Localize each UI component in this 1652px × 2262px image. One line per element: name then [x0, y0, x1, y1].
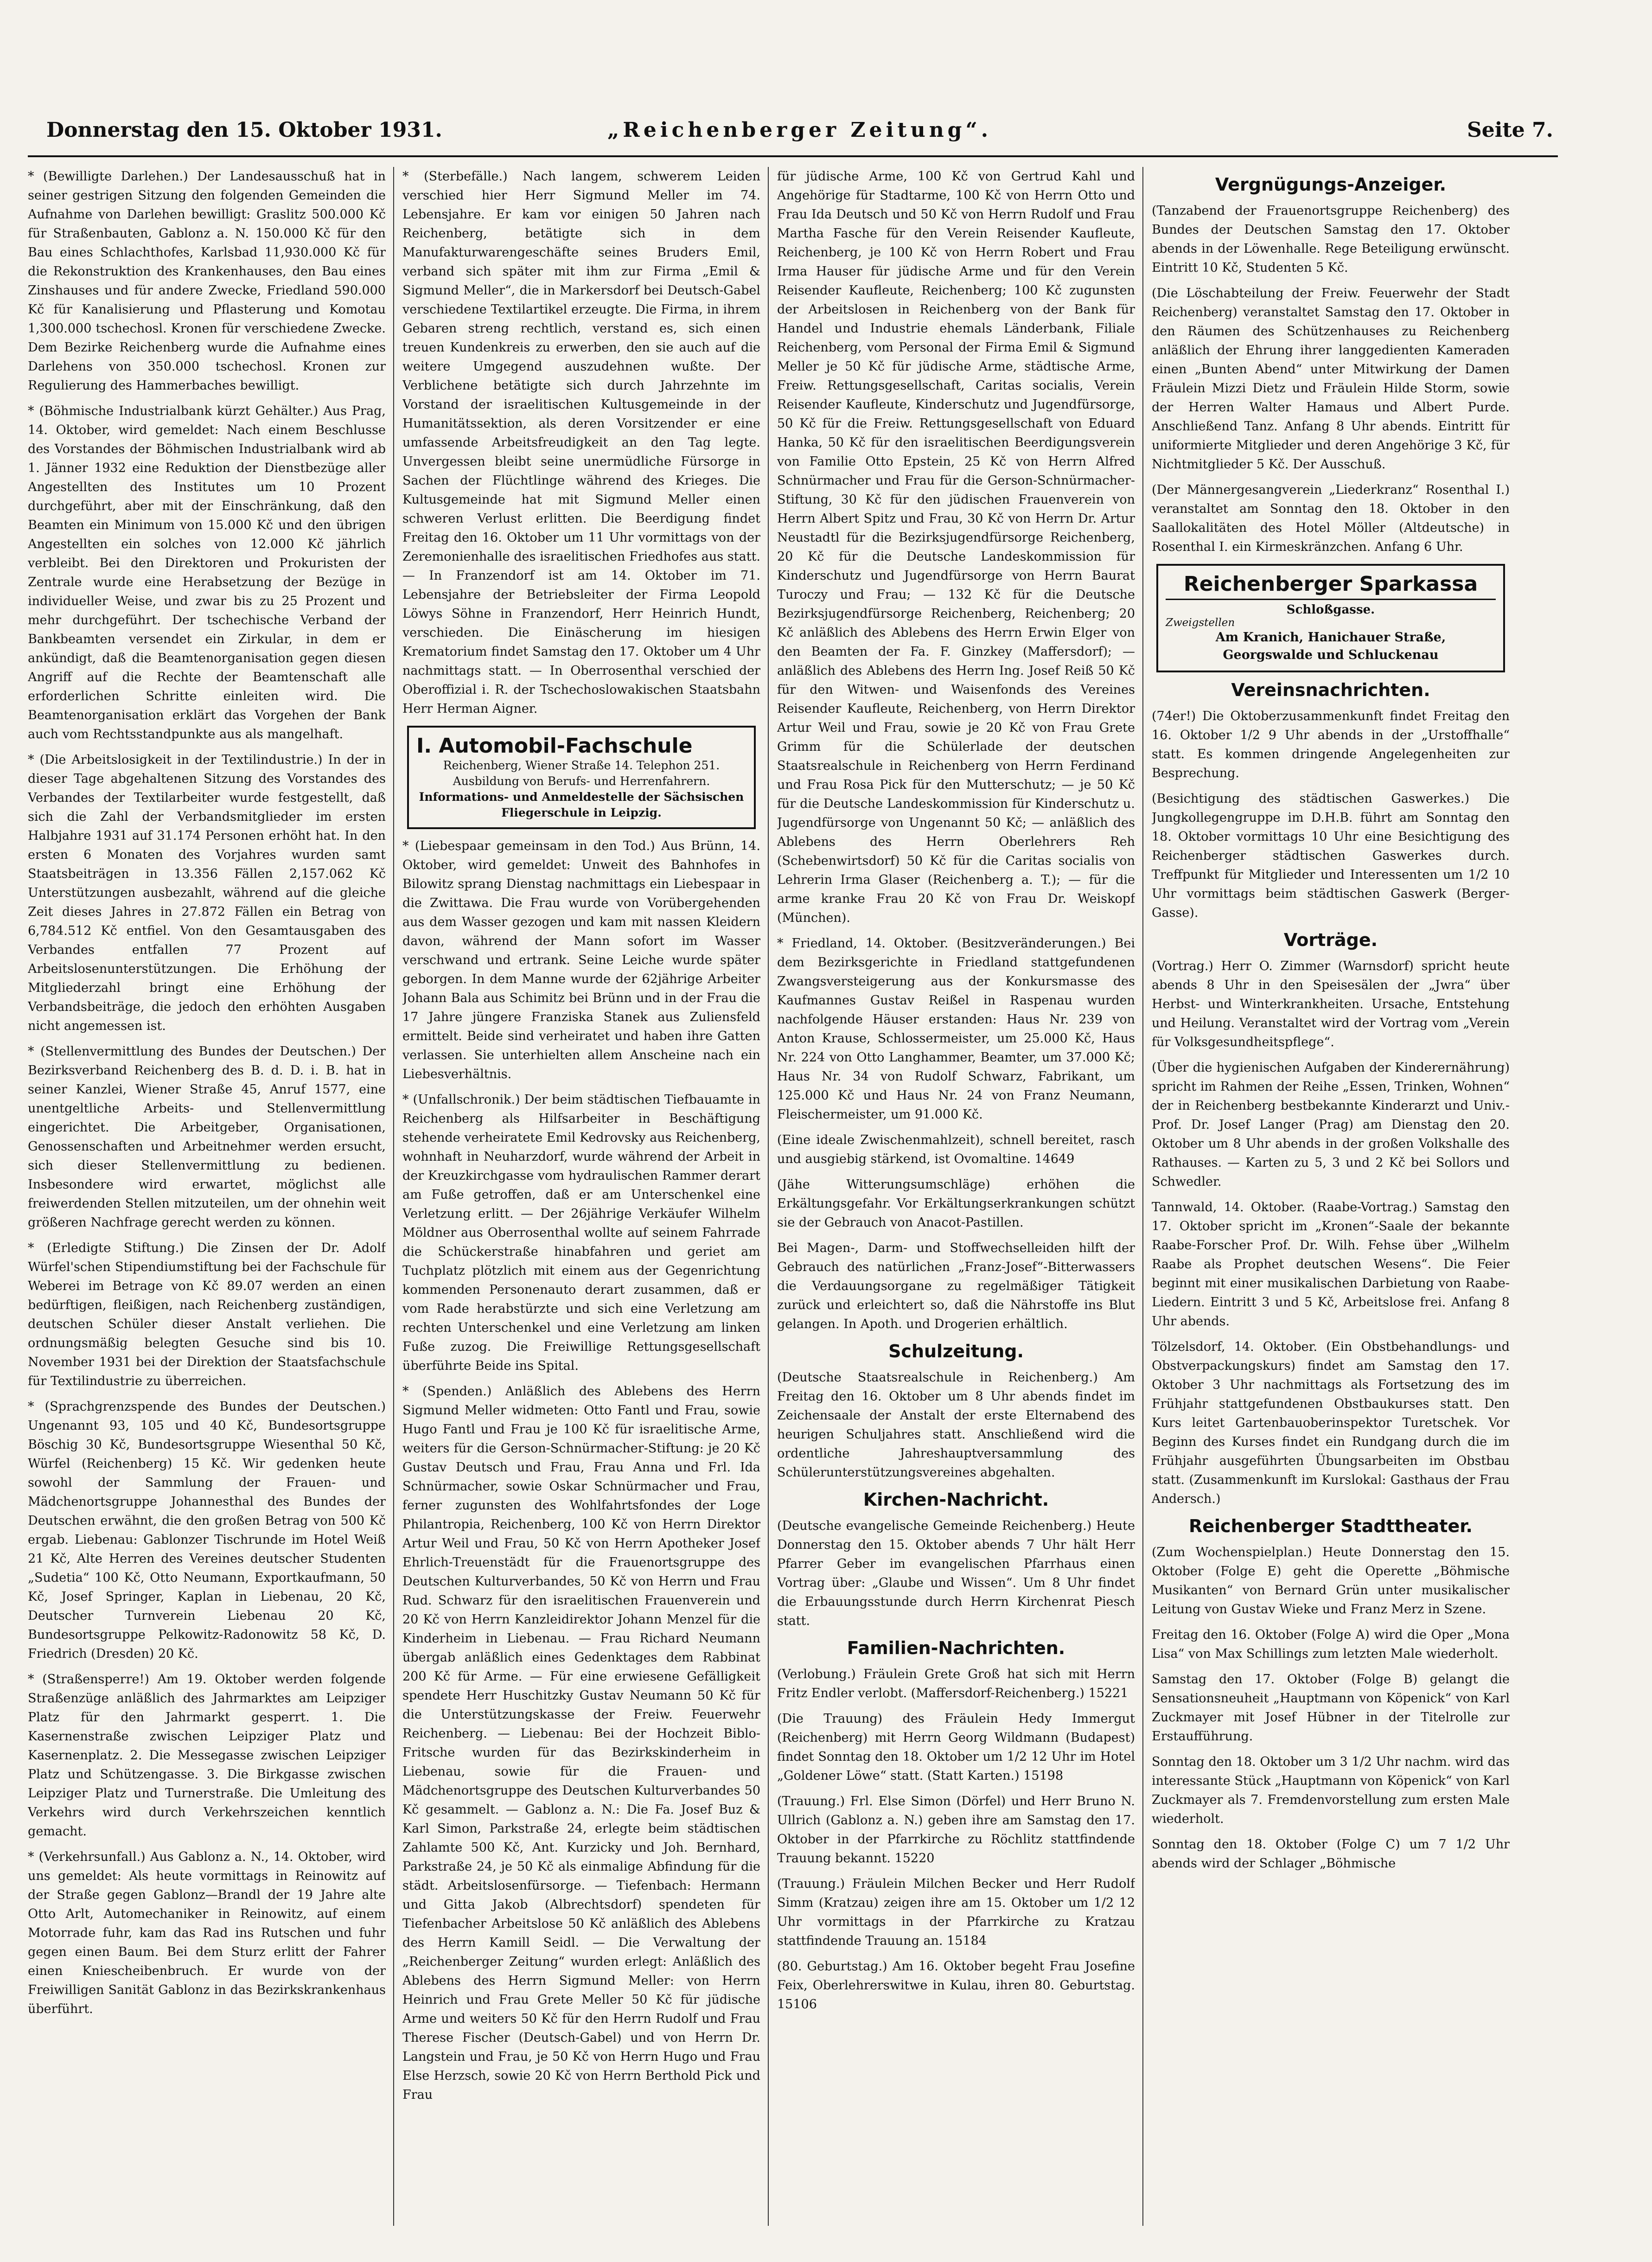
ad-address: Reichenberg, Wiener Straße 14. Telephon 251. [443, 759, 720, 772]
newspaper-title: „Reichenberger Zeitung“. [607, 118, 992, 142]
section-heading-familien: Familien-Nachrichten. [847, 1638, 1065, 1658]
article: (Über die hygienischen Aufgaben der Kinderernährung) spricht im Rahmen der Reihe „Essen, Trinken, Wohnen“ der in Reichenberg bestbekannte Kinderarzt und Univ.-Prof. Dr. Josef Langer (Prag) am Dienstag den 20. Oktober um 8 Uhr abends in der großen Volkshalle des Rathauses. — Karten zu 5, 3 und 2 Kč bei Sollors und Schwedler. [1152, 1061, 1510, 1189]
advertisement-sparkassa [1156, 564, 1505, 672]
ad-subtitle: Ausbildung von Berufs- und Herrenfahrern. [453, 774, 710, 788]
section-heading-schulzeitung: Schulzeitung. [888, 1341, 1024, 1361]
article: (Zum Wochenspielplan.) Heute Donnerstag den 15. Oktober (Folge E) geht die Operette „Böhmische Musikanten“ von Bernard Grün unter musikalischer Leitung von Gustav Wieke und Franz Merz in Szene. [1152, 1545, 1510, 1617]
article: (Deutsche Staatsrealschule in Reichenberg.) Am Freitag den 16. Oktober um 8 Uhr abends findet im Zeichensaale der Anstalt der erste Elternabend des heurigen Schuljahres statt. Anschließend wird die ordentliche Jahreshauptversammlung des Schülerunterstützungsvereines abgehalten. [777, 1370, 1135, 1480]
column-divider [768, 167, 769, 2226]
article: Samstag den 17. Oktober (Folge B) gelangt die Sensationsneuheit „Hauptmann von Köpenick“ von Karl Zuckmayer mit Josef Hübner in der Titelrolle zur Erstaufführung. [1152, 1672, 1510, 1744]
article: Tannwald, 14. Oktober. (Raabe-Vortrag.) Samstag den 17. Oktober spricht im „Kronen“-Saale der bekannte Raabe-Forscher Prof. Dr. Wilh. Fehse über „Wilhelm Raabe als Prophet deutschen Wesens“. Die Feier beginnt mit einer musikalischen Darbietung von Raabe-Liedern. Eintritt 3 und 5 Kč, Arbeitslose frei. Anfang 8 Uhr abends. [1152, 1200, 1510, 1329]
article: (Vortrag.) Herr O. Zimmer (Warnsdorf) spricht heute abends 8 Uhr in den Speisesälen der „Jwra“ über Herbst- und Winterkrankheiten. Ursache, Entstehung und Heilung. Veranstaltet wird der Vortrag vom „Verein für Volksgesundheitspflege“. [1152, 959, 1510, 1049]
family-notice: (80. Geburtstag.) Am 16. Oktober begeht Frau Josefine Feix, Oberlehrerswitwe in Kulau, ihren 80. Geburtstag. 15106 [777, 1959, 1135, 2012]
notice: (Eine ideale Zwischenmahlzeit), schnell bereitet, rasch und ausgiebig stärkend, ist Ovomaltine. 14649 [777, 1133, 1135, 1166]
article: * (Spenden.) Anläßlich des Ablebens des Herrn Sigmund Meller widmeten: Otto Fantl und Frau, sowie Hugo Fantl und Frau je 100 Kč für israelitische Arme, weiters für die Gerson-Schnürmacher-Stiftung: je 20 Kč Gustav Deutsch und Frau, Frau Anna und Frl. Ida Schnürmacher, sowie Oskar Schnürmacher und Frau, ferner zugunsten des Wohlfahrtsfondes der Loge Philantropia, Reichenberg, 100 Kč von Herrn Direktor Artur Weil und Frau, 50 Kč von Herrn Apotheker Josef Ehrlich-Treuenstädt für die Frauenortsgruppe des Deutschen Kulturverbandes, 50 Kč von Herrn und Frau Rud. Schwarz für den israelitischen Frauenverein und 20 Kč von Herrn Kanzleidirektor Johann Menzel für die Kinderheim in Liebenau. — Frau Richard Neumann übergab anläßlich eines Gedenktages dem Rabbinat 200 Kč für Arme. — Für eine erwiesene Gefälligkeit spendete Herr Huschitzky Gustav Neumann 50 Kč für die Unterstützungskasse der Freiw. Feuerwehr Reichenberg. — Liebenau: Bei der Hochzeit Biblo-Fritsche wurden für das Bezirkskinderheim in Liebenau, sowie für die Frauen- und Mädchenortsgruppe des Deutschen Kulturverbandes 50 Kč gesammelt. — Gablonz a. N.: Die Fa. Josef Buz & Karl Simon, Parkstraße 24, erlegte beim städtischen Zahlamte 500 Kč, Ant. Kurzicky und Joh. Bernhard, Parkstraße 24, je 50 Kč als einmalige Abfindung für die städt. Arbeitslosenfürsorge. — Tiefenbach: Hermann und Gitta Jakob (Albrechtsdorf) spendeten für Tiefenbacher Arbeitslose 50 Kč anläßlich des Ablebens des Herrn Kamill Seidl. — Die Verwaltung der „Reichenberger Zeitung“ wurden erlegt: Anläßlich des Ablebens des Herrn Sigmund Meller: von Herrn Heinrich und Frau Grete Meller 50 Kč für jüdische Arme und weiters 50 Kč für den Herrn Rudolf und Frau Therese Fischer (Deutsch-Gabel) und von Herrn Dr. Langstein und Frau, je 50 Kč von Herrn Hugo und Frau Else Herzsch, sowie 20 Kč von Herrn Berthold Pick und Frau [402, 1384, 760, 2102]
article: * (Verkehrsunfall.) Aus Gablonz a. N., 14. Oktober, wird uns gemeldet: Als heute vormittags in Reinowitz auf der Straße gegen Gablonz—Brandl der 19 Jahre alte Otto Arlt, Automechaniker in Reinowitz, auf einem Motorrade fuhr, kam das Rad ins Rutschen und fuhr gegen einen Baum. Bei dem Sturz erlitt der Fahrer einen Kniescheibenbruch. Er wurde von der Freiwilligen Sanität Gablonz in das Bezirkskrankenhaus überführt. [28, 1850, 386, 2016]
column-1 [28, 167, 386, 2226]
article: Sonntag den 18. Oktober (Folge C) um 7 1/2 Uhr abends wird der Schlager „Böhmische [1152, 1837, 1510, 1871]
article: (Besichtigung des städtischen Gaswerkes.) Die Jungkollegengruppe im D.H.B. führt am Sonntag den 18. Oktober vormittags 10 Uhr eine Besichtigung des Reichenberger städtischen Gaswerkes durch. Treffpunkt für Mitglieder und Interessenten um 1/2 10 Uhr vormittags beim städtischen Gaswerk (Berger-Gasse). [1152, 792, 1510, 920]
article: * (Sterbefälle.) Nach langem, schwerem Leiden verschied hier Herr Sigmund Meller im 74. Lebensjahre. Er kam vor einigen 50 Jahren nach Reichenberg, betätigte sich in dem Manufakturwarengeschäfte seines Bruders Emil, verband sich später mit ihm zur Firma „Emil & Sigmund Meller“, die in Markersdorf bei Deutsch-Gabel verschiedene Textilartikel erzeugte. Die Firma, in ihrem Gebaren streng rechtlich, verstand es, sich einen treuen Kundenkreis zu erwerben, den sie auch auf die weitere Umgegend auszudehnen wußte. Der Verblichene betätigte sich durch Jahrzehnte im Vorstand der israelitischen Kultusgemeinde in der Humanitätssektion, als deren Vorsitzender er eine umfassende Arbeitsfreudigkeit an den Tag legte. Unvergessen bleibt seine unermüdliche Fürsorge in Sachen der Flüchtlinge während des Krieges. Die Kultusgemeinde hat mit Sigmund Meller einen schweren Verlust erlitten. Die Beerdigung findet Freitag den 16. Oktober um 11 Uhr vormittags von der Zeremonienhalle des israelitischen Friedhofes aus statt. — In Franzendorf ist am 14. Oktober im 71. Lebensjahre der Betriebsleiter der Firma Leopold Löwys Söhne in Franzendorf, Herr Heinrich Hundt, verschieden. Die Einäscherung im hiesigen Krematorium findet Samstag den 17. Oktober um 4 Uhr nachmittags statt. — In Oberrosenthal verschied der Oberoffizial i. R. der Tschechoslowakischen Staatsbahn Herr Herman Aigner. [402, 169, 760, 716]
masthead-rule [28, 155, 1558, 157]
article: * (Erledigte Stiftung.) Die Zinsen der Dr. Adolf Würfel'schen Stipendiumstiftung bei der Fachschule für Weberei im Betrage von Kč 89.07 werden an einen bedürftigen, fleißigen, nach Reichenberg zuständigen, deutschen Schüler dieser Anstalt verliehen. Die ordnungsmäßig belegten Gesuche sind bis 10. November 1931 bei der Direktion der Staatsfachschule für Textilindustrie zu überreichen. [28, 1241, 386, 1388]
article: (Tanzabend der Frauenortsgruppe Reichenberg) des Bundes der Deutschen Samstag den 17. Oktober abends in der Löwenhalle. Rege Beteiligung erwünscht. Eintritt 10 Kč, Studenten 5 Kč. [1152, 204, 1510, 275]
article: Tölzelsdorf, 14. Oktober. (Ein Obstbehandlungs- und Obstverpackungskurs) findet am Samstag den 17. Oktober 3 Uhr nachmittags als Fortsetzung des im Frühjahr stattgefundenen Obstbaukurses statt. Den Kurs leitet Gartenbauoberinspektor Turetschek. Vor Beginn des Kurses findet ein Rundgang durch die im Frühjahr ausgeführten Übungsarbeiten im Obstbau statt. (Zusammenkunft im Kurslokal: Gasthaus der Frau Andersch.) [1152, 1340, 1510, 1506]
article: * (Liebespaar gemeinsam in den Tod.) Aus Brünn, 14. Oktober, wird gemeldet: Unweit des Bahnhofes in Bilowitz sprang Dienstag nachmittags ein Liebespaar in die Zwittawa. Die Frau wurde von Vorübergehenden aus dem Wasser gezogen und kam mit nassen Kleidern davon, während der Mann sofort im Wasser verschwand und ertrank. Seine Leiche wurde später geborgen. In dem Manne wurde der 62jährige Arbeiter Johann Bala aus Schimitz bei Brünn und in der Frau die 17 Jahre jüngere Franziska Stanek aus Zuliensfeld ermittelt. Beide sind verheiratet und haben ihre Gatten verlassen. Sie unterhielten allem Anscheine nach ein Liebesverhältnis. [402, 839, 760, 1081]
ad-title: I. Automobil-Fachschule [416, 734, 693, 758]
page-number: Seite 7. [1467, 118, 1553, 142]
article: (Die Löschabteilung der Freiw. Feuerwehr der Stadt Reichenberg) veranstaltet Samstag den 17. Oktober in den Räumen des Schützenhauses zu Reichenberg anläßlich der Ehrung ihrer langgedienten Kameraden einen „Bunten Abend“ unter Mitwirkung der Damen Fräulein Mizzi Dietz und Fräulein Hilde Storm, sowie der Herren Walter Hamaus und Albert Purde. Anschließend Tanz. Anfang 8 Uhr abends. Eintritt für uniformierte Mitglieder und deren Angehörige 3 Kč, für Nichtmitglieder 5 Kč. Der Ausschuß. [1152, 286, 1510, 472]
article: für jüdische Arme, 100 Kč von Gertrud Kahl und Angehörige für Stadtarme, 100 Kč von Herrn Otto und Frau Ida Deutsch und 50 Kč von Herrn Rudolf und Frau Martha Fasche für den Verein Reisender Kaufleute, Reichenberg, je 100 Kč von Herrn Robert und Frau Irma Hauser für jüdische Arme und für den Verein Reisender Kaufleute, Reichenberg; 100 Kč zugunsten der Arbeitslosen in Reichenberg von der Bank für Handel und Industrie ehemals Länderbank, Filiale Reichenberg, vom Personal der Firma Emil & Sigmund Meller je 50 Kč für jüdische Arme, städtische Arme, Freiw. Rettungsgesellschaft, Caritas socialis, Verein Reisender Kaufleute, Kinderschutz und Jugendfürsorge, 50 Kč für die Freiw. Rettungsgesellschaft von Eduard Hanka, 50 Kč für den israelitischen Beerdigungsverein von Familie Otto Epstein, 25 Kč von Herrn Alfred Schnürmacher und Frau für die Gerson-Schnürmacher-Stiftung, 30 Kč für den jüdischen Frauenverein von Herrn Albert Spitz und Frau, 30 Kč von Herrn Dr. Artur Neustadtl für die Bezirksjugendfürsorge Reichenberg, 20 Kč für die Deutsche Landeskommission für Kinderschutz und Jugendfürsorge von Herrn Baurat Turoczy und Frau; — 132 Kč für die Deutsche Bezirksjugendfürsorge Reichenberg, Reichenberg; 20 Kč anläßlich des Ablebens des Herrn Erwin Elger von den Beamten der Fa. F. Ginzkey (Maffersdorf); — anläßlich des Ablebens des Herrn Ing. Josef Reiß 50 Kč für den Witwen- und Waisenfonds des Vereines Reisender Kaufleute, Reichenberg, von Herrn Direktor Artur Weil und Frau, sowie je 20 Kč von Frau Grete Grimm für die Schülerlade der deutschen Staatsrealschule in Reichenberg von Herrn Ferdinand und Frau Rosa Pick für den Mutterschutz; — je 50 Kč für die Deutsche Landeskommission für Kinderschutz u. Jugendfürsorge von Ungenannt 50 Kč; — anläßlich des Ablebens des Herrn Oberlehrers Reh (Schebenwirtsdorf) 50 Kč für die Caritas socialis von Lehrerin Irma Glaser (Reichenberg a. T.); — für die arme kranke Frau 20 Kč von Frau Dr. Weiskopf (München). [777, 169, 1135, 925]
article: (74er!) Die Oktoberzusammenkunft findet Freitag den 16. Oktober 1/2 9 Uhr abends in der „Urstoffhalle“ statt. Es kommen dringende Angelegenheiten zur Besprechung. [1152, 709, 1510, 780]
section-heading-vortraege: Vorträge. [1283, 930, 1378, 950]
article: * (Sprachgrenzspende des Bundes der Deutschen.) Ungenannt 93, 105 und 40 Kč, Bundesortsgruppe Böschig 30 Kč, Bundesortsgruppe Wiesenthal 50 Kč, Würfel (Reichenberg) 15 Kč. Wir gedenken heute sowohl der Sammlung der Frauen- und Mädchenortsgruppe Johannesthal des Bundes der Deutschen erwähnt, die den großen Betrag von 500 Kč ergab. Liebenau: Gablonzer Tischrunde im Hotel Weiß 21 Kč, Alte Herren des Vereines deutscher Studenten „Sudetia“ 100 Kč, Otto Neumann, Exportkaufmann, 50 Kč, Josef Springer, Kaplan in Liebenau, 20 Kč, Deutscher Turnverein Liebenau 20 Kč, Bundesortsgruppe Pelkowitz-Radonowitz 58 Kč, D. Friedrich (Dresden) 20 Kč. [28, 1399, 386, 1661]
section-heading-kirchen: Kirchen-Nachricht. [863, 1489, 1049, 1510]
article: * (Unfallschronik.) Der beim städtischen Tiefbauamte in Reichenberg als Hilfsarbeiter in Beschäftigung stehende verheiratete Emil Kedrovsky aus Reichenberg, wohnhaft in Neuharzdorf, wurde während der Arbeit in der Kreuzkirchgasse vom hydraulischen Rammer derart am Fuße getroffen, daß er am Unterschenkel eine Verletzung erlitt. — Der 26jährige Verkäufer Wilhelm Möldner aus Oberrosenthal wollte auf seinem Fahrrade die Schückerstraße hinabfahren und geriet am Tuchplatz plötzlich mit einem aus der Gegenrichtung kommenden Personenauto derart zusammen, daß er vom Rade herabstürzte und sich eine Verletzung am rechten Unterschenkel und eine Verletzung am linken Fuße zuzog. Die Freiwillige Rettungsgesellschaft überführte Beide ins Spital. [402, 1093, 760, 1373]
bank-branch-line: Am Kranich, Hanichauer Straße, [1215, 630, 1446, 645]
bank-branch-line: Georgswalde und Schluckenau [1223, 648, 1439, 662]
bank-title: Reichenberger Sparkassa [1166, 572, 1496, 600]
masthead [28, 118, 1558, 155]
family-notice: (Trauung.) Fräulein Milchen Becker und Herr Rudolf Simm (Kratzau) zeigen ihre am 15. Oktober um 1/2 12 Uhr vormittags in der Pfarrkirche zu Kratzau stattfindende Trauung an. 15184 [777, 1877, 1135, 1948]
section-heading-vergnuegungs: Vergnügungs-Anzeiger. [1215, 174, 1447, 195]
bank-address: Schloßgasse. [1286, 603, 1375, 617]
column-4 [1152, 167, 1510, 2226]
notice: Bei Magen-, Darm- und Stoffwechselleiden hilft der Gebrauch des natürlichen „Franz-Josef“-Bitterwassers die Verdauungsorgane zu regelmäßiger Tätigkeit zurück und erleichtert so, daß die Nährstoffe ins Blut gelangen. In Apoth. und Drogerien erhältlich. [777, 1241, 1135, 1331]
article: Freitag den 16. Oktober (Folge A) wird die Oper „Mona Lisa“ von Max Schillings zum letzten Male wiederholt. [1152, 1628, 1510, 1661]
column-divider [1142, 167, 1143, 2226]
advertisement-automobil-fachschule [407, 726, 756, 829]
section-heading-verein: Vereinsnachrichten. [1231, 680, 1430, 700]
notice: (Jähe Witterungsumschläge) erhöhen die Erkältungsgefahr. Vor Erkältungserkrankungen schützt sie der Gebrauch von Anacot-Pastillen. [777, 1177, 1135, 1230]
article: * (Die Arbeitslosigkeit in der Textilindustrie.) In der in dieser Tage abgehaltenen Sitzung des Vorstandes des Verbandes der Textilarbeiter wurde festgestellt, daß sich die Zahl der Verbandsmitglieder im ersten Halbjahre 1931 auf 31.174 Personen erhöht hat. In den ersten 6 Monaten des Vorjahres wurden samt Staatsbeiträgen in 13.356 Fällen 2,157.062 Kč Unterstützungen ausbezahlt, während auf die gleiche Zeit dieses Jahres in 27.872 Fällen ein Betrag von 6,784.512 Kč entfiel. Von den Gesamtausgaben des Verbandes entfallen 77 Prozent auf Arbeitslosenunterstützungen. Die Erhöhung der Mitgliederzahl bringt eine Erhöhung der Verbandsbeiträge, die jedoch den erhöhten Ausgaben nicht angemessen ist. [28, 753, 386, 1033]
bank-branch-label: Zweigstellen [1166, 617, 1235, 629]
article: * Friedland, 14. Oktober. (Besitzveränderungen.) Bei dem Bezirksgerichte in Friedland stattgefundenen Zwangsversteigerung aus der Konkursmasse des Kaufmannes Gustav Reißel in Raspenau wurden nachfolgende Häuser erstanden: Haus Nr. 239 von Anton Krause, Schlossermeister, um 25.000 Kč, Haus Nr. 224 von Otto Langhammer, Beamter, um 37.000 Kč; Haus Nr. 34 von Rudolf Schwarz, Fabrikant, um 125.000 Kč und Haus Nr. 24 von Franz Neumann, Fleischermeister, um 91.000 Kč. [777, 936, 1135, 1122]
article: * (Straßensperre!) Am 19. Oktober werden folgende Straßenzüge anläßlich des Jahrmarktes am Leipziger Platz für den Jahrmarkt gesperrt. 1. Die Kasernenstraße zwischen Leipziger Platz und Kasernenplatz. 2. Die Messegasse zwischen Leipziger Platz und Schützengasse. 3. Die Birkgasse zwischen Leipziger Platz und Turnerstraße. Die Umleitung des Verkehrs wird durch Verkehrszeichen kenntlich gemacht. [28, 1672, 386, 1839]
column-2 [402, 167, 760, 2226]
family-notice: (Die Trauung) des Fräulein Hedy Immergut (Reichenberg) mit Herrn Georg Wildmann (Budapest) findet Sonntag den 18. Oktober um 1/2 12 Uhr im Hotel „Goldener Löwe“ statt. (Statt Karten.) 15198 [777, 1712, 1135, 1783]
column-divider [393, 167, 394, 2226]
column-3 [777, 167, 1135, 2226]
ad-info: Informations- und Anmeldestelle der Sächsischen Fliegerschule in Leipzig. [419, 790, 744, 819]
family-notice: (Trauung.) Frl. Else Simon (Dörfel) und Herr Bruno N. Ullrich (Gablonz a. N.) geben ihre am Samstag den 17. Oktober in der Pfarrkirche zu Röchlitz stattfindende Trauung bekannt. 15220 [777, 1794, 1135, 1866]
article: * (Böhmische Industrialbank kürzt Gehälter.) Aus Prag, 14. Oktober, wird gemeldet: Nach einem Beschlusse des Vorstandes der Böhmischen Industrialbank wird ab 1. Jänner 1932 eine Reduktion der Dienstbezüge aller Angestellten des Institutes um 10 Prozent durchgeführt, aber mit der Einschränkung, daß den Beamten ein Minimum von 15.000 Kč und den übrigen Angestellten ein solches von 12.000 Kč jährlich verbleibt. Bei den Direktoren und Prokuristen der Zentrale wurde eine Herabsetzung der Bezüge in individueller Weise, und zwar bis zu 25 Prozent und mehr durchgeführt. Der tschechische Verband der Bankbeamten versendet ein Zirkular, in dem er ankündigt, daß die Beamtenorganisation gegen diesen Angriff auf die Rechte der Beamtenschaft alle erforderlichen Schritte einleiten wird. Die Beamtenorganisation erklärt das Vorgehen der Bank auch vom Rechtsstandpunkte aus als mangelhaft. [28, 404, 386, 741]
issue-date: Donnerstag den 15. Oktober 1931. [46, 118, 442, 142]
section-heading-theater: Reichenberger Stadttheater. [1189, 1516, 1473, 1536]
family-notice: (Verlobung.) Fräulein Grete Groß hat sich mit Herrn Fritz Endler verlobt. (Maffersdorf-Reichenberg.) 15221 [777, 1667, 1135, 1700]
article: (Deutsche evangelische Gemeinde Reichenberg.) Heute Donnerstag den 15. Oktober abends 7 Uhr hält Herr Pfarrer Geber im evangelischen Pfarrhaus einen Vortrag über: „Glaube und Wissen“. Um 8 Uhr findet die Erbauungsstunde durch Herrn Kirchenrat Piesch statt. [777, 1519, 1135, 1628]
article: Sonntag den 18. Oktober um 3 1/2 Uhr nachm. wird das interessante Stück „Hauptmann von Köpenick“ von Karl Zuckmayer als 7. Fremdenvorstellung zum ersten Male wiederholt. [1152, 1755, 1510, 1826]
article: * (Stellenvermittlung des Bundes der Deutschen.) Der Bezirksverband Reichenberg des B. d. D. i. B. hat in seiner Kanzlei, Wiener Straße 45, Anruf 1577, eine unentgeltliche Arbeits- und Stellenvermittlung eingerichtet. Die Arbeitgeber, Organisationen, Genossenschaften und Arbeitnehmer werden ersucht, sich dieser Stellenvermittlung zu bedienen. Insbesondere wird erwartet, möglichst alle freiwerdenden Stellen mitzuteilen, um der ohnehin weit größeren Nachfrage gerecht werden zu können. [28, 1044, 386, 1230]
article: * (Bewilligte Darlehen.) Der Landesausschuß hat in seiner gestrigen Sitzung den folgenden Gemeinden die Aufnahme von Darlehen bewilligt: Graslitz 500.000 Kč für Straßenbauten, Gablonz a. N. 150.000 Kč für den Bau eines Schlachthofes, Karlsbad 11,930.000 Kč für die Rekonstruktion des Krankenhauses, den Bau eines Zinshauses und für andere Zwecke, Friedland 590.000 Kč für Kanalisierung und Pflasterung und Komotau 1,300.000 tschechosl. Kronen für verschiedene Zwecke. Dem Bezirke Reichenberg wurde die Aufnahme eines Darlehens von 350.000 tschechosl. Kronen zur Regulierung des Hammerbaches bewilligt. [28, 169, 386, 393]
article: (Der Männergesangverein „Liederkranz“ Rosenthal I.) veranstaltet am Sonntag den 18. Oktober in den Saallokalitäten des Hotel Möller (Altdeutsche) in Rosenthal I. ein Kirmeskränzchen. Anfang 6 Uhr. [1152, 483, 1510, 554]
